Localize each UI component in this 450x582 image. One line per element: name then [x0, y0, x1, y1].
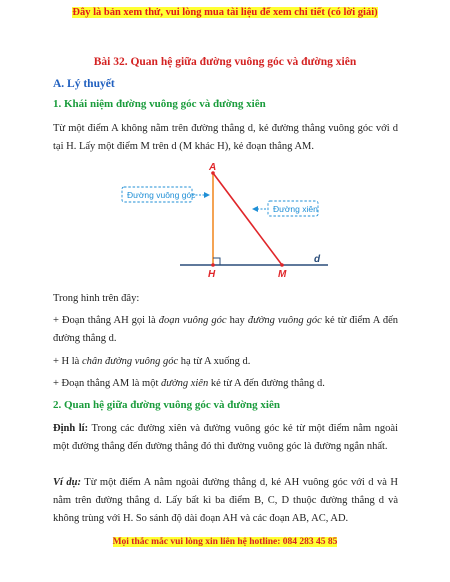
bullet-3-term: đường xiên: [161, 378, 209, 389]
section-a-title: A. Lý thuyết: [53, 78, 115, 90]
figure-lead: Trong hình trên đây:: [53, 293, 140, 304]
preview-notice: [0, 7, 450, 18]
bullet-3-text-b: kẻ từ A đến đường thẳng d.: [208, 378, 325, 389]
bullet-oblique: [53, 375, 398, 393]
bullet-2-text-b: hạ từ A xuống d.: [178, 356, 251, 367]
bullet-1-text-c: kẻ từ điểm A đến đường thẳng d.: [53, 315, 398, 344]
oblique-tag-arrowhead: [252, 206, 258, 212]
lesson-title: Bài 32. Quan hệ giữa đường vuông góc và đường xiên: [93, 56, 357, 68]
example-paragraph: [53, 474, 398, 528]
bullet-1-text-a: + Đoạn thẳng AH gọi là: [53, 315, 159, 326]
bullet-2-text-a: + H là: [53, 356, 82, 367]
footer-contact: [0, 537, 450, 547]
bullet-1-term-a: đoạn vuông góc: [158, 315, 227, 326]
subsection-1-title: 1. Khái niệm đường vuông góc và đường xiên: [53, 98, 266, 110]
bullet-perpendicular: [53, 312, 398, 348]
oblique-segment: [213, 173, 282, 265]
geometry-figure: [118, 160, 338, 280]
footer-contact-text: Mọi thắc mắc vui lòng xin liên hệ hotline: 084 283 45 85: [112, 537, 338, 547]
bullet-1-term-b: đường vuông góc: [247, 315, 322, 326]
oblique-tag: Đường xiên: [273, 204, 318, 214]
label-m: M: [278, 269, 287, 280]
subsection-2-title: 2. Quan hệ giữa đường vuông góc và đường xiên: [53, 399, 280, 411]
theorem-paragraph: [53, 420, 398, 456]
label-a: A: [209, 162, 217, 173]
label-d: d: [314, 254, 321, 265]
bullet-2-term: chân đường vuông góc: [81, 356, 179, 367]
intro-paragraph: Từ một điểm A không nằm trên đường thẳng d, kẻ đường thẳng vuông góc với d tại H. Lấy một điểm M trên d (M khác H), kẻ đoạn thẳng AM.: [53, 123, 398, 152]
point-h: [211, 263, 215, 267]
point-m: [280, 263, 284, 267]
example-text: Từ một điểm A nằm ngoài đường thẳng d, kẻ AH vuông góc với d và H nằm trên đường thẳng d. Lấy bất kì ba điểm B, C, D thuộc đường thẳng d và không trùng với H. So sánh độ dài đoạn AH và các đoạn AB, AC, AD.: [53, 477, 398, 524]
example-label: Ví dụ:: [53, 477, 81, 488]
bullet-1-text-b: hay: [226, 315, 248, 326]
perpendicular-tag: Đường vuông góc: [127, 190, 196, 200]
bullet-3-text-a: + Đoạn thẳng AM là một: [53, 378, 161, 389]
preview-notice-text: Đây là bản xem thử, vui lòng mua tài liệu để xem chi tiết (có lời giải): [72, 7, 378, 18]
label-h: H: [208, 269, 216, 280]
theorem-text: Trong các đường xiên và đường vuông góc kẻ từ một điểm nằm ngoài một đường thẳng đến đường thẳng đó thì đường vuông góc là đường ngắn nhất.: [53, 423, 398, 452]
theorem-label: Định lí:: [53, 423, 89, 434]
perpendicular-tag-arrowhead: [204, 192, 210, 198]
bullet-foot: [53, 353, 398, 371]
